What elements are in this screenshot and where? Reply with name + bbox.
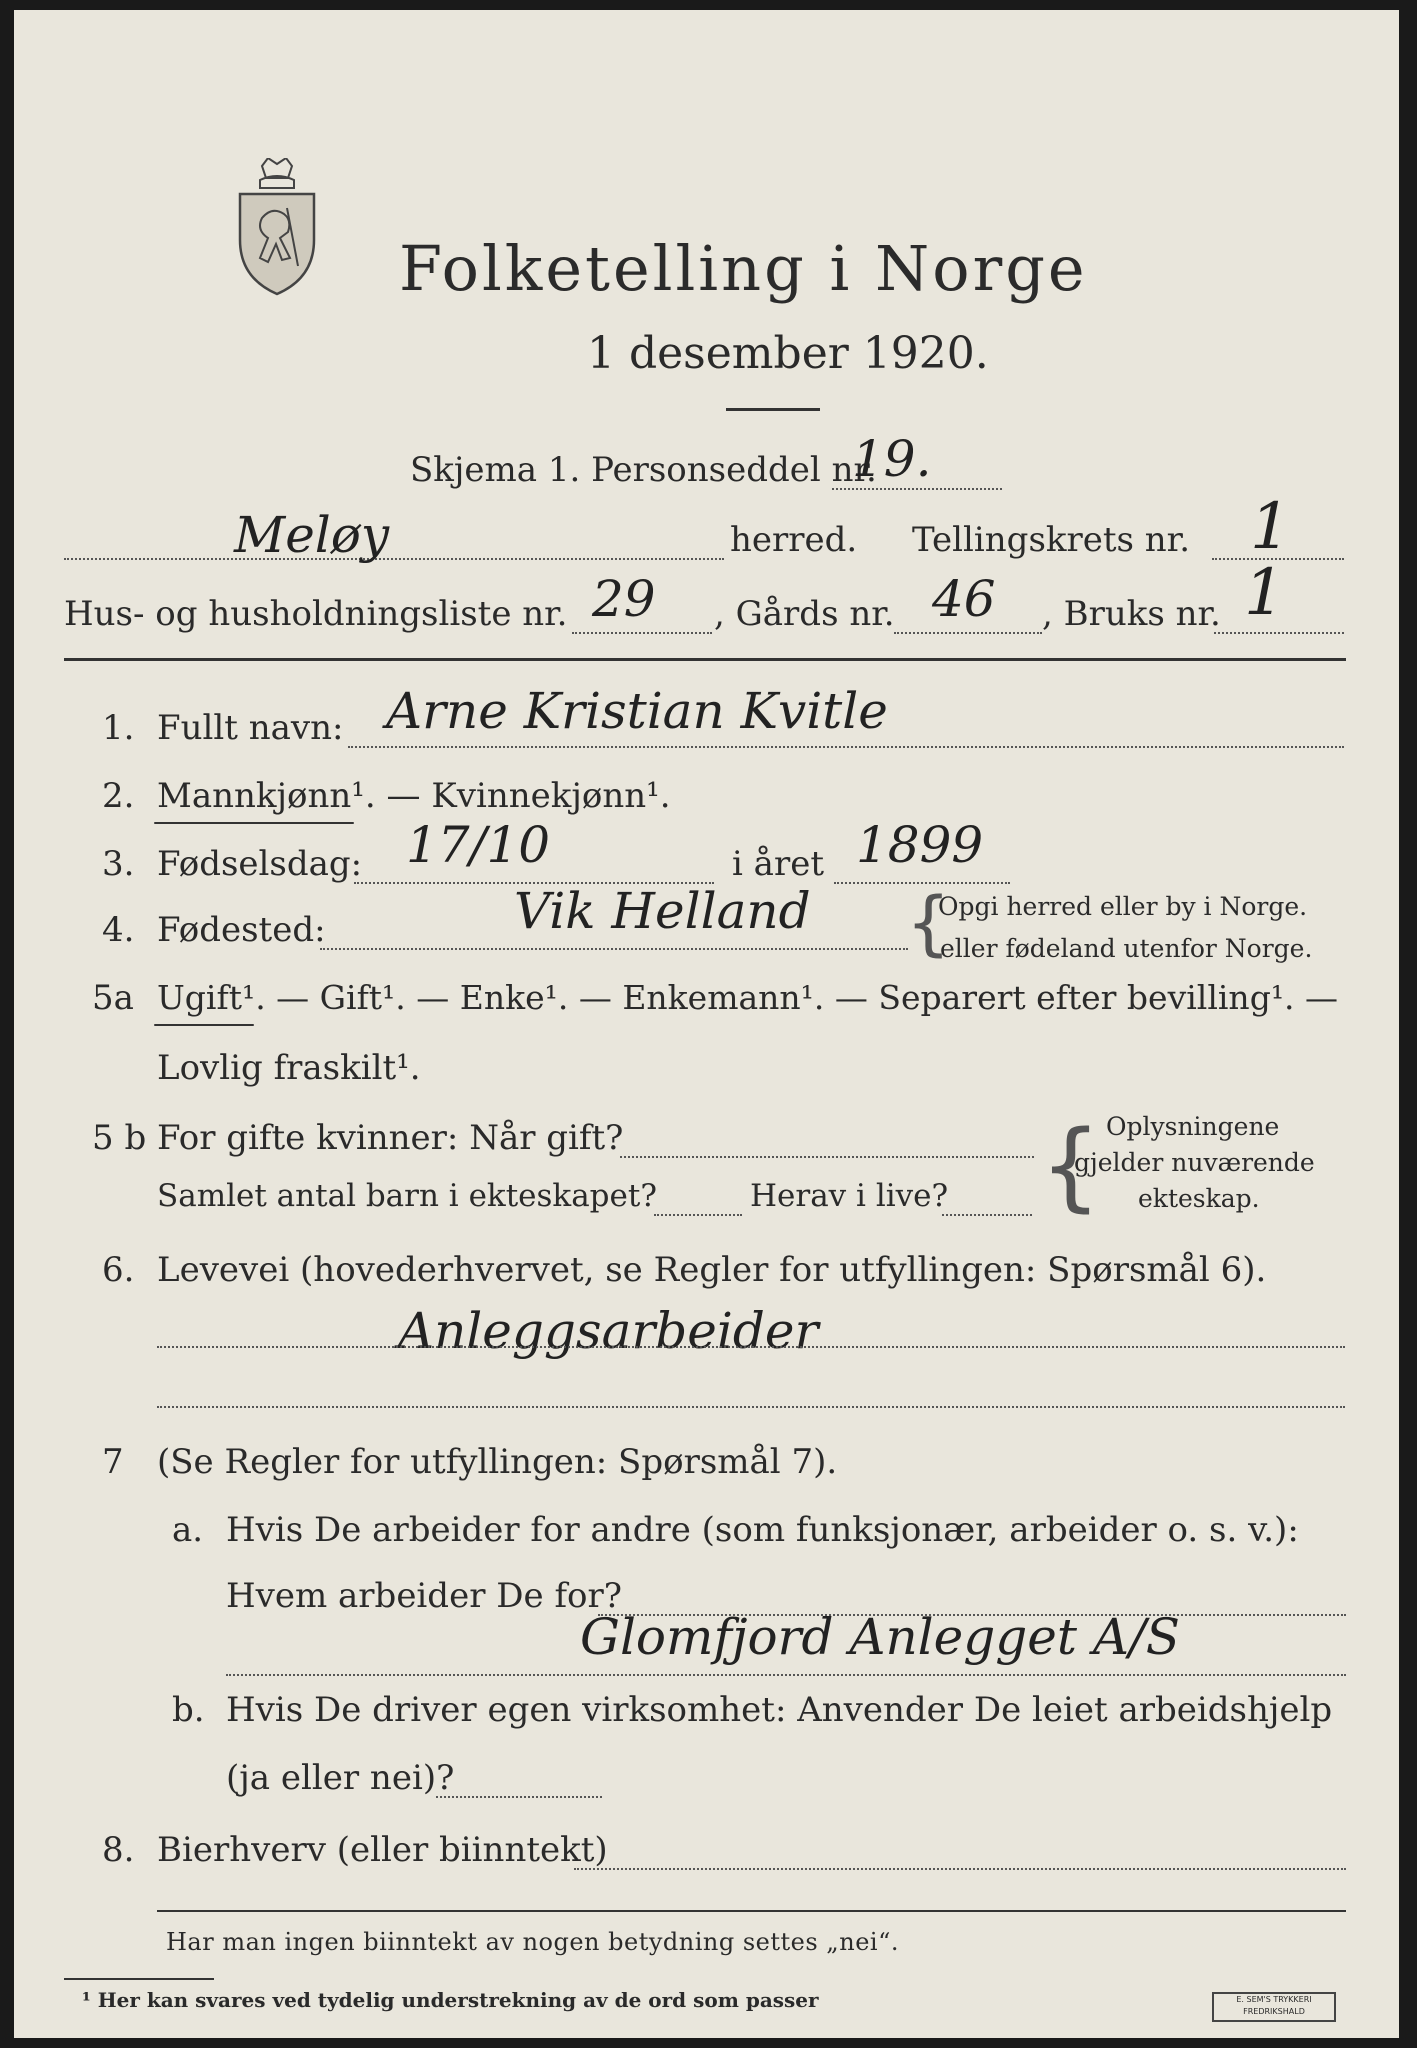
q5b-label3: Herav i live? (750, 1178, 949, 1214)
bruks-label: , Bruks nr. (1042, 594, 1221, 634)
q4-number: 4. (102, 910, 135, 950)
q7-label: (Se Regler for utfyllingen: Spørsmål 7). (157, 1442, 838, 1482)
census-form (14, 10, 1399, 2038)
q4-note-line1: Opgi herred eller by i Norge. (938, 892, 1308, 921)
tellingskrets-label: Tellingskrets nr. (912, 520, 1191, 560)
q7b-dots (436, 1796, 602, 1798)
q5b-married-dots (620, 1156, 1034, 1158)
q4-brace: { (906, 882, 951, 964)
q8-label: Bierhverv (eller biinntekt) (157, 1830, 608, 1870)
q7b-number: b. (172, 1690, 205, 1730)
q2-label: Mannkjønn¹. — Kvinnekjønn¹. (157, 776, 671, 816)
q7a-label2: Hvem arbeider De for? (226, 1576, 622, 1616)
q1-label: Fullt navn: (157, 708, 344, 748)
q5b-label: For gifte kvinner: Når gift? (157, 1118, 624, 1158)
q5b-alive-dots (942, 1214, 1032, 1216)
gards-value[interactable]: 46 (932, 570, 996, 628)
q6-number: 6. (102, 1250, 135, 1290)
husliste-dots (572, 632, 712, 634)
gards-label: , Gårds nr. (714, 594, 895, 634)
schema-dots (832, 488, 1002, 490)
q1-full-name-value[interactable]: Arne Kristian Kvitle (386, 682, 888, 740)
bruks-value[interactable]: 1 (1244, 556, 1285, 630)
q5b-children-dots (654, 1214, 742, 1216)
q5a-label: Ugift¹. — Gift¹. — Enke¹. — Enkemann¹. — Separert efter bevilling¹. — (157, 978, 1339, 1017)
q5b-note-line1: Oplysningene (1106, 1112, 1280, 1141)
q4-note-line2: eller fødeland utenfor Norge. (940, 934, 1313, 963)
q5b-brace: { (1040, 1110, 1102, 1222)
norwegian-coat-of-arms-icon (232, 158, 322, 298)
title-rule (726, 408, 820, 411)
q4-birthplace-value[interactable]: Vik Helland (514, 882, 811, 940)
q3-number: 3. (102, 844, 135, 884)
q3-year-label: i året (732, 844, 824, 884)
q7a-dots-2 (226, 1674, 1346, 1676)
husliste-label: Hus- og husholdningsliste nr. (64, 594, 568, 634)
q7a-number: a. (172, 1510, 204, 1550)
header-separator (64, 658, 1346, 661)
q4-label: Fødested: (157, 910, 326, 950)
footnote-rule (64, 1978, 214, 1980)
q6-dots-2 (157, 1406, 1345, 1408)
q5a-label2: Lovlig fraskilt¹. (157, 1048, 421, 1088)
q8-number: 8. (102, 1830, 135, 1870)
q6-dots-1 (157, 1346, 1345, 1348)
q2-underline-mannkjonn (154, 822, 354, 824)
footer-note: Har man ingen biinntekt av nogen betydning settes „nei“. (166, 1928, 899, 1956)
footer-separator (157, 1910, 1346, 1912)
q5b-note-line3: ekteskap. (1138, 1184, 1260, 1213)
q1-dots (348, 746, 1344, 748)
schema-number-value[interactable]: 19. (852, 430, 932, 488)
q5b-label2: Samlet antal barn i ekteskapet? (157, 1178, 657, 1214)
q5a-underline-ugift (154, 1024, 254, 1026)
q3-year-value[interactable]: 1899 (856, 816, 984, 874)
q5b-note-line2: gjelder nuværende (1074, 1148, 1315, 1177)
q4-dots (320, 948, 908, 950)
q7a-label: Hvis De arbeider for andre (som funksjonær, arbeider o. s. v.): (226, 1510, 1299, 1550)
q5a-number: 5a (92, 978, 134, 1018)
herred-label: herred. (730, 520, 858, 560)
husliste-value[interactable]: 29 (592, 570, 656, 628)
herred-value[interactable]: Meløy (234, 506, 390, 564)
q3-label: Fødselsdag: (157, 844, 363, 884)
footnote: ¹ Her kan svares ved tydelig understrekning av de ord som passer (82, 1988, 819, 2012)
q3-birthday-value[interactable]: 17/10 (406, 816, 551, 874)
gards-dots (894, 632, 1042, 634)
q8-dots (574, 1868, 1346, 1870)
schema-label: Skjema 1. Personseddel nr. (410, 450, 877, 490)
q7b-label2: (ja eller nei)? (226, 1758, 455, 1798)
q5b-number: 5 b (92, 1118, 147, 1158)
q7b-label: Hvis De driver egen virksomhet: Anvender De leiet arbeidshjelp (226, 1690, 1333, 1730)
q6-label: Levevei (hovederhvervet, se Regler for utfyllingen: Spørsmål 6). (157, 1250, 1267, 1290)
printer-stamp: E. SEM'S TRYKKERI FREDRIKSHALD (1212, 1992, 1336, 2022)
q6-occupation-value[interactable]: Anleggsarbeider (398, 1302, 819, 1360)
form-title: Folketelling i Norge (399, 232, 1088, 305)
bruks-dots (1214, 632, 1344, 634)
q2-number: 2. (102, 776, 135, 816)
form-date: 1 desember 1920. (587, 328, 989, 379)
q1-number: 1. (102, 708, 135, 748)
tellingskrets-value[interactable]: 1 (1250, 490, 1291, 564)
herred-dots (64, 558, 724, 560)
q7-number: 7 (102, 1442, 124, 1482)
q7a-employer-value[interactable]: Glomfjord Anlegget A/S (580, 1608, 1181, 1666)
